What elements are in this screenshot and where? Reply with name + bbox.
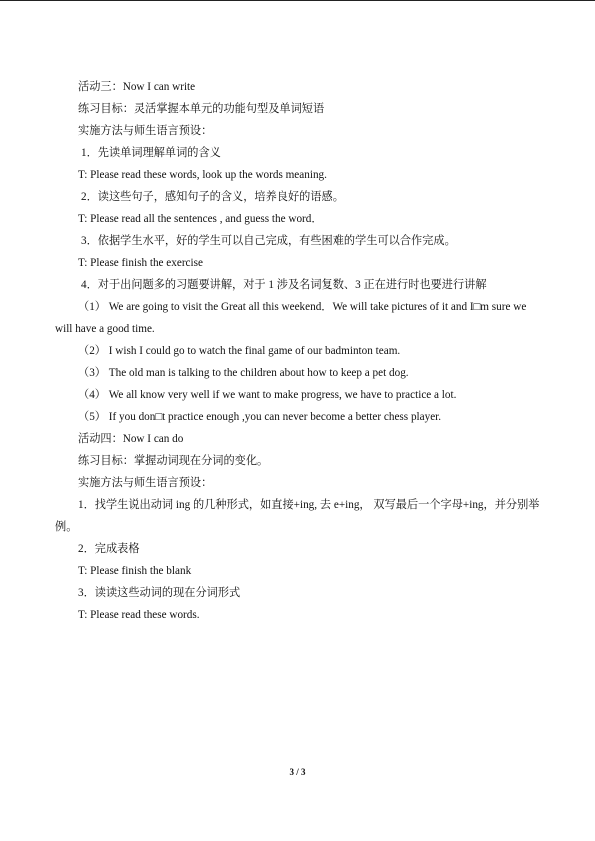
sentence-1: （1） We are going to visit the Great all this weekend．We will take pictures of it and I□m sure we will have a good time. bbox=[55, 301, 527, 335]
practice-goal-3: 练习目标：灵活掌握本单元的功能句型及单词短语 bbox=[78, 103, 325, 115]
page-number: 3 / 3 bbox=[289, 767, 306, 777]
activity-3-heading: 活动三：Now I can write bbox=[78, 81, 196, 93]
teacher-line-4: T: Please finish the blank bbox=[78, 565, 192, 577]
method-heading-4: 实施方法与师生语言预设： bbox=[78, 477, 213, 489]
teacher-line-3: T: Please finish the exercise bbox=[78, 257, 203, 269]
step-2: 2．读这些句子，感知句子的含义，培养良好的语感。 bbox=[81, 191, 344, 203]
step-4-1: 1．找学生说出动词 ing 的几种形式，如直接+ing, 去 e+ing， 双写最后一个字母+ing，并分别举例。 bbox=[55, 499, 540, 533]
sentence-3: （3） The old man is talking to the children about how to keep a pet dog. bbox=[78, 367, 409, 379]
step-4-2: 2．完成表格 bbox=[78, 543, 140, 555]
activity-4-heading: 活动四：Now I can do bbox=[78, 433, 184, 445]
sentence-4: （4） We all know very well if we want to make progress, we have to practice a lot. bbox=[78, 389, 457, 401]
sentence-5: （5） If you don□t practice enough ,you can never become a better chess player. bbox=[78, 411, 442, 423]
method-heading-3: 实施方法与师生语言预设： bbox=[78, 125, 213, 137]
step-4: 4．对于出问题多的习题要讲解，对于 1 涉及名词复数、3 正在进行时也要进行讲解 bbox=[81, 279, 487, 291]
step-4-3: 3．读读这些动词的现在分词形式 bbox=[78, 587, 241, 599]
step-1: 1．先读单词理解单词的含义 bbox=[81, 147, 221, 159]
sentence-2: （2） I wish I could go to watch the final game of our badminton team. bbox=[78, 345, 401, 357]
step-3: 3．依据学生水平，好的学生可以自己完成，有些困难的学生可以合作完成。 bbox=[81, 235, 456, 247]
teacher-line-1: T: Please read these words, look up the words meaning. bbox=[78, 169, 327, 181]
practice-goal-4: 练习目标：掌握动词现在分词的变化。 bbox=[78, 455, 269, 467]
document-body bbox=[55, 76, 545, 626]
teacher-line-5: T: Please read these words. bbox=[78, 609, 200, 621]
teacher-line-2: T: Please read all the sentences , and guess the word． bbox=[78, 213, 323, 225]
page-top-border bbox=[0, 0, 595, 1]
